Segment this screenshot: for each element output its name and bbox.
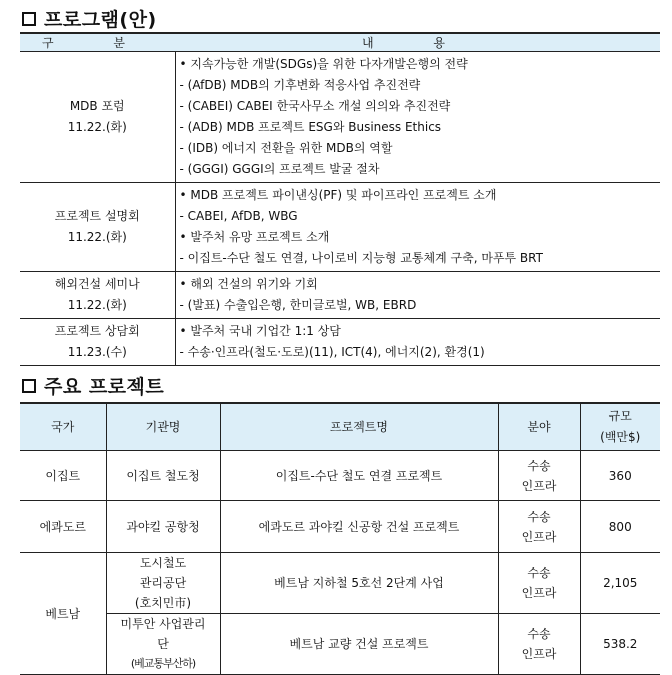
session-name: 프로젝트 상담회 (54, 324, 140, 338)
scale-cell: 360 (580, 451, 660, 501)
project-cell: 베트남 교량 건설 프로젝트 (220, 614, 498, 675)
header-country: 국가 (20, 403, 106, 451)
session-row (20, 183, 660, 272)
field-cell: 수송 인프라 (498, 501, 580, 553)
session-item: - (CABEI) CABEI 한국사무소 개설 의의와 추진전략 (179, 99, 451, 113)
agency-cell: 이집트 철도청 (106, 451, 220, 501)
session-name: 해외건설 세미나 (54, 277, 140, 291)
projects-table (20, 402, 660, 675)
table-row (20, 501, 660, 553)
session-items (175, 52, 660, 183)
scale-cell: 538.2 (580, 614, 660, 675)
header-agency: 기관명 (106, 403, 220, 451)
table-row (20, 553, 660, 614)
field-cell: 수송 인프라 (498, 553, 580, 614)
country-cell: 베트남 (20, 553, 106, 675)
session-row (20, 319, 660, 366)
program-title: 프로그램(안) (44, 9, 157, 31)
session-cell (20, 272, 175, 319)
program-section-title (22, 5, 157, 32)
session-cell (20, 319, 175, 366)
scale-cell: 800 (580, 501, 660, 553)
session-date: 11.23.(수) (67, 345, 127, 359)
field-cell: 수송 인프라 (498, 451, 580, 501)
session-item: - (IDB) 에너지 전환을 위한 MDB의 역할 (179, 141, 393, 155)
session-item: • 지속가능한 개발(SDGs)을 위한 다자개발은행의 전략 (179, 57, 468, 71)
country-cell: 에콰도르 (20, 501, 106, 553)
projects-header-row (20, 403, 660, 451)
field-cell: 수송 인프라 (498, 614, 580, 675)
session-date: 11.22.(화) (67, 230, 127, 244)
session-item: - 수송·인프라(철도·도로)(11), ICT(4), 에너지(2), 환경(1) (179, 345, 485, 359)
projects-section-title (22, 372, 164, 399)
session-item: - 이집트-수단 철도 연결, 나이로비 지능형 교통체계 구축, 마푸투 BRT (179, 251, 543, 265)
session-item: • 발주처 국내 기업간 1:1 상담 (179, 324, 341, 338)
agency-cell: 미투안 사업관리 단 (베교통부산하) (106, 614, 220, 675)
country-cell: 이집트 (20, 451, 106, 501)
project-cell: 베트남 지하철 5호선 2단계 사업 (220, 553, 498, 614)
session-row (20, 272, 660, 319)
session-items (175, 272, 660, 319)
table-row (20, 451, 660, 501)
header-project: 프로젝트명 (220, 403, 498, 451)
projects-title: 주요 프로젝트 (44, 376, 165, 398)
session-date: 11.22.(화) (67, 120, 127, 134)
session-item: • MDB 프로젝트 파이낸싱(PF) 및 파이프라인 프로젝트 소개 (179, 188, 497, 202)
project-cell: 에콰도르 과야킬 신공항 건설 프로젝트 (220, 501, 498, 553)
session-name: MDB 포럼 (69, 99, 125, 113)
session-item: - CABEI, AfDB, WBG (179, 209, 298, 223)
session-item: - (AfDB) MDB의 기후변화 적응사업 추진전략 (179, 78, 421, 92)
session-item: • 발주처 유망 프로젝트 소개 (179, 230, 330, 244)
scale-cell: 2,105 (580, 553, 660, 614)
program-header-row (20, 33, 660, 52)
session-items (175, 319, 660, 366)
session-cell (20, 52, 175, 183)
program-header-category: 구 분 (20, 33, 175, 52)
program-table (20, 32, 660, 366)
session-item: • 해외 건설의 위기와 기회 (179, 277, 318, 291)
checkbox-square-icon (22, 379, 36, 393)
program-header-content: 내 용 (175, 33, 660, 52)
checkbox-square-icon (22, 12, 36, 26)
session-items (175, 183, 660, 272)
agency-cell: 도시철도 관리공단 (호치민市) (106, 553, 220, 614)
session-name: 프로젝트 설명회 (54, 209, 140, 223)
agency-cell: 과야킬 공항청 (106, 501, 220, 553)
session-date: 11.22.(화) (67, 298, 127, 312)
table-row (20, 614, 660, 675)
session-item: - (ADB) MDB 프로젝트 ESG와 Business Ethics (179, 120, 442, 134)
header-scale: 규모 (백만$) (580, 403, 660, 451)
session-row (20, 52, 660, 183)
session-item: - (GGGI) GGGI의 프로젝트 발굴 절차 (179, 162, 380, 176)
header-field: 분야 (498, 403, 580, 451)
session-item: - (발표) 수출입은행, 한미글로벌, WB, EBRD (179, 298, 417, 312)
session-cell (20, 183, 175, 272)
project-cell: 이집트-수단 철도 연결 프로젝트 (220, 451, 498, 501)
